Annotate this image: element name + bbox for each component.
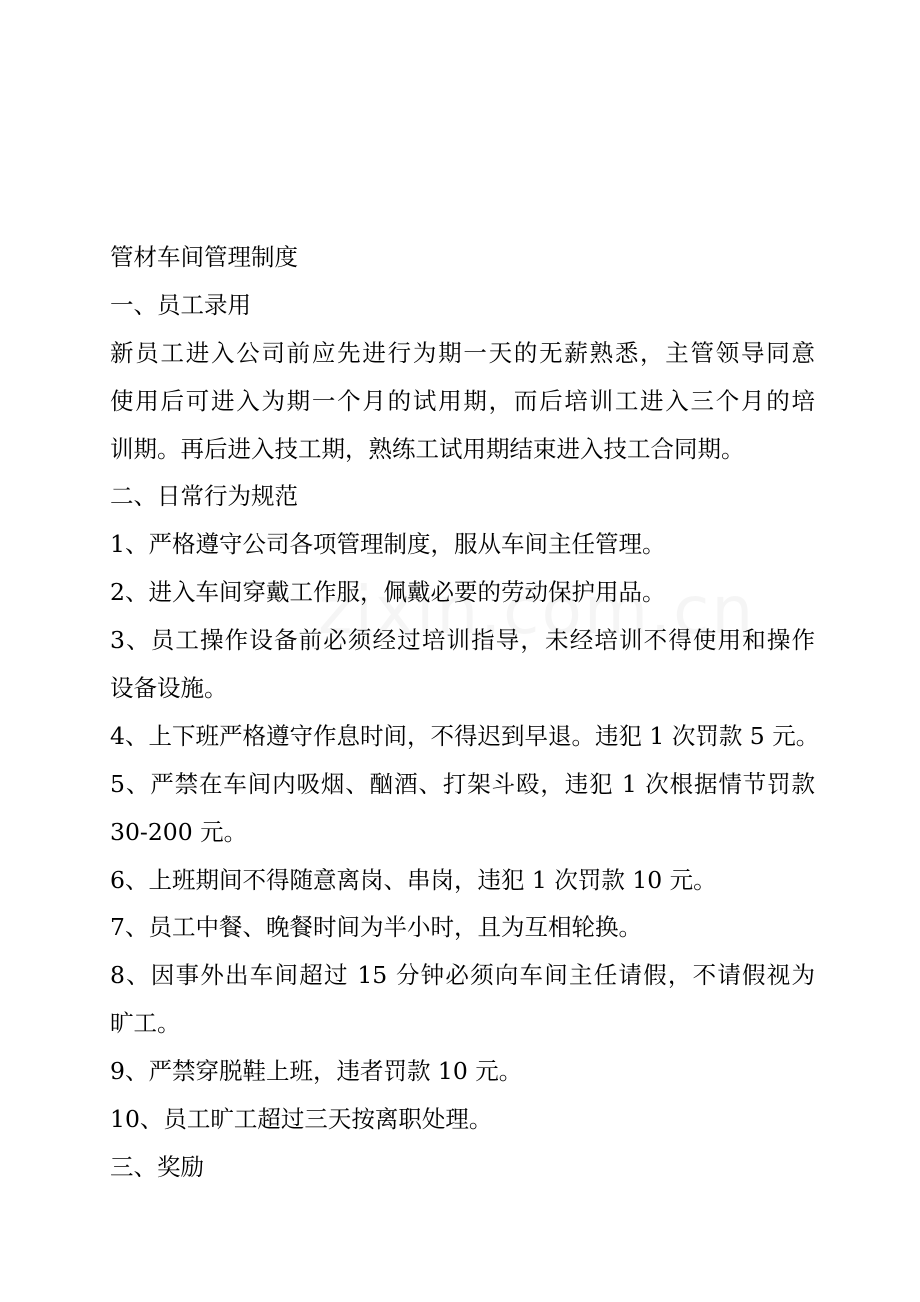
text-line: 3、员工操作设备前必须经过培训指导，未经培训不得使用和操作 <box>110 626 815 655</box>
text-line: 7、员工中餐、晚餐时间为半小时，且为互相轮换。 <box>110 913 642 942</box>
text-line: 二、日常行为规范 <box>110 482 298 511</box>
text-line: 设备设施。 <box>110 674 228 703</box>
text-line: 新员工进入公司前应先进行为期一天的无薪熟悉，主管领导同意 <box>110 338 815 367</box>
text-line: 5、严禁在车间内吸烟、酗酒、打架斗殴，违犯 1 次根据情节罚款 <box>110 769 815 798</box>
text-line: 一、员工录用 <box>110 290 251 319</box>
text-line: 使用后可进入为期一个月的试用期，而后培训工进入三个月的培 <box>110 386 815 415</box>
text-line: 旷工。 <box>110 1009 181 1038</box>
text-line: 4、上下班严格遵守作息时间，不得迟到早退。违犯 1 次罚款 5 元。 <box>110 721 820 750</box>
text-line: 30-200 元。 <box>110 817 248 846</box>
text-line: 8、因事外出车间超过 15 分钟必须向车间主任请假，不请假视为 <box>110 961 815 990</box>
text-line: 三、奖励 <box>110 1152 204 1181</box>
text-line: 9、严禁穿脱鞋上班，违者罚款 10 元。 <box>110 1057 523 1086</box>
document-title: 管材车间管理制度 <box>110 243 298 271</box>
text-line: 2、进入车间穿戴工作服，佩戴必要的劳动保护用品。 <box>110 578 666 607</box>
text-line: 10、员工旷工超过三天按离职处理。 <box>110 1105 493 1134</box>
text-line: 训期。再后进入技工期，熟练工试用期结束进入技工合同期。 <box>110 434 745 463</box>
paragraph-lines <box>110 282 820 1192</box>
text-line: 1、严格遵守公司各项管理制度，服从车间主任管理。 <box>110 530 666 559</box>
document-body <box>110 234 820 1192</box>
text-line: 6、上班期间不得随意离岗、串岗，违犯 1 次罚款 10 元。 <box>110 865 717 894</box>
